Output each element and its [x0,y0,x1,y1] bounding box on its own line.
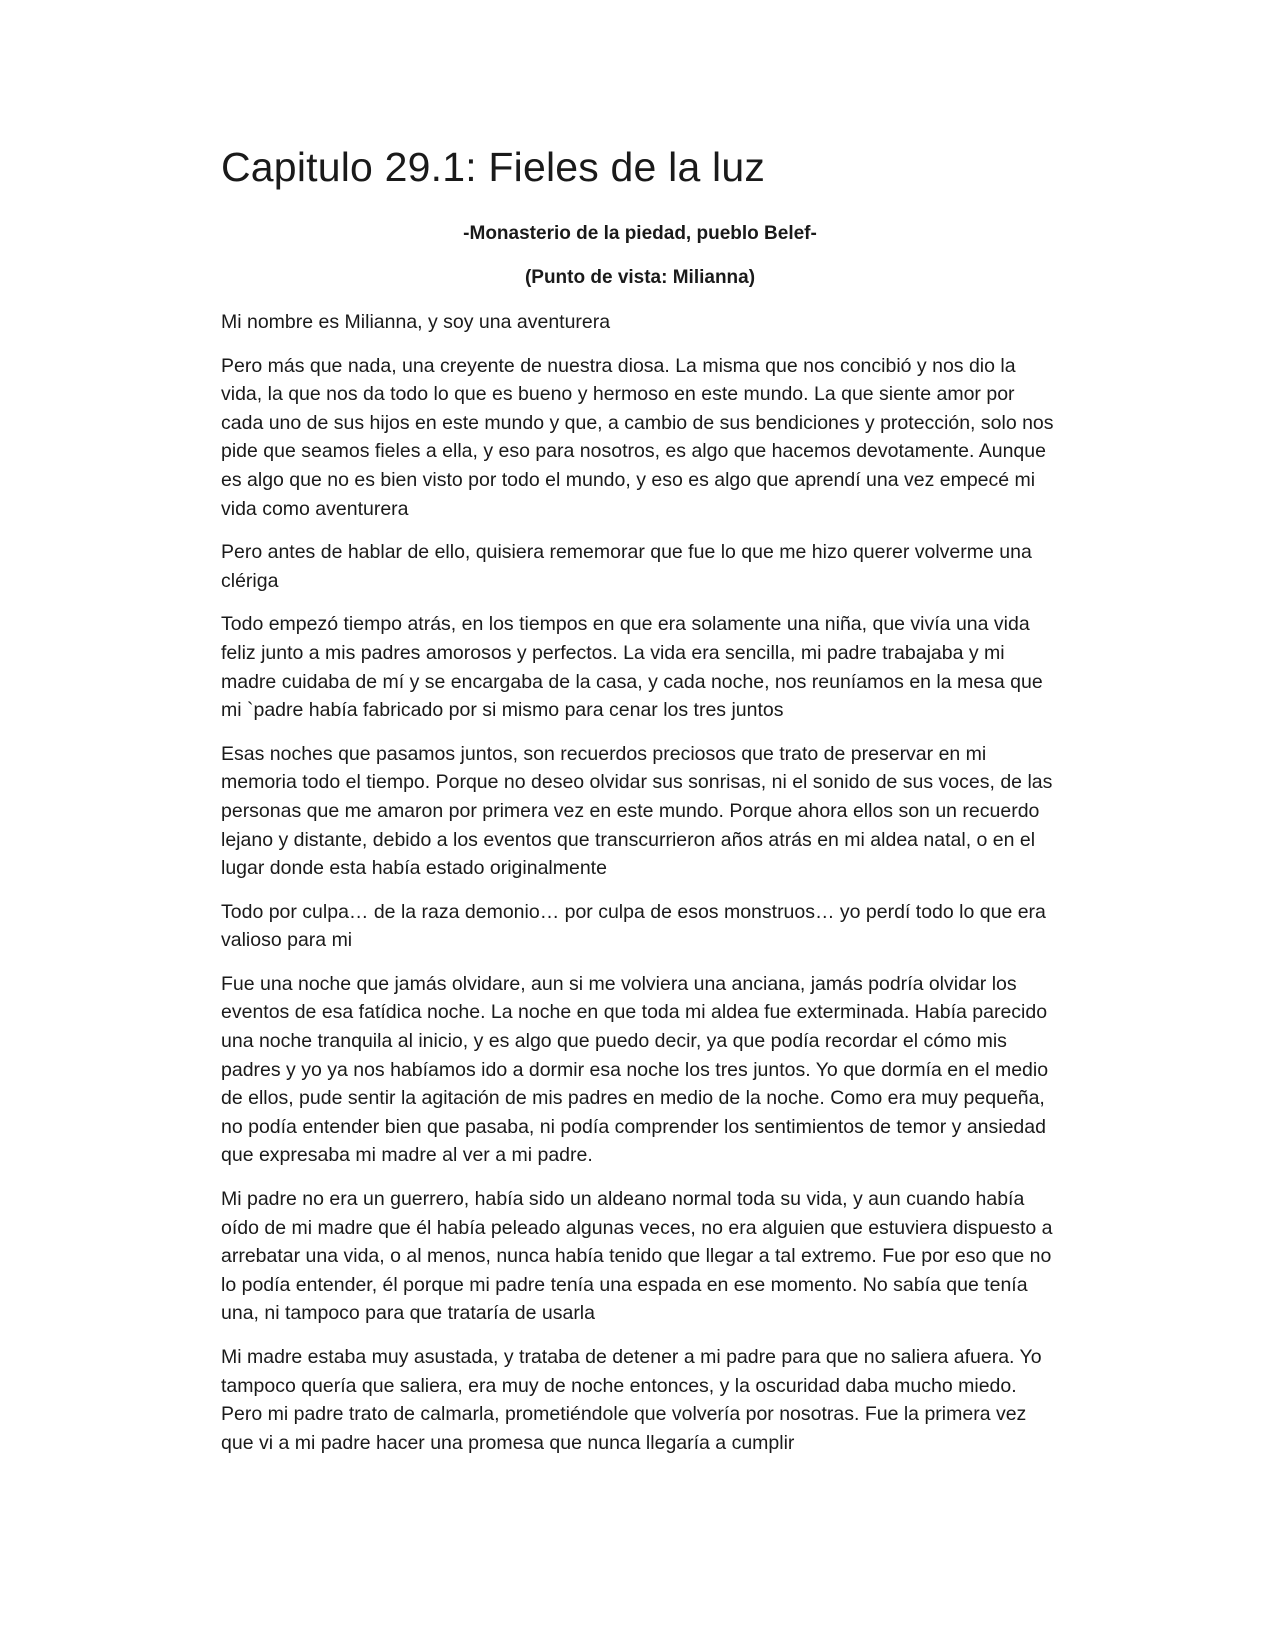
pov-subtitle: (Punto de vista: Milianna) [524,267,756,288]
document-page [221,142,1059,1472]
paragraph: Mi padre no era un guerrero, había sido un aldeano normal toda su vida, y aun cuando había oído de mi madre que él había peleado algunas veces, no era alguien que estuviera dispuesto a arrebatar una vida, o al menos, nunca había tenido que llegar a tal extremo. Fue por eso que no lo podía entender, él porque mi padre tenía una espada en ese momento. No sabía que tenía una, ni tampoco para que trataría de usarla [221,1188,1053,1325]
paragraph: Todo por culpa… de la raza demonio… por culpa de esos monstruos… yo perdí todo lo que era valioso para mi [221,900,1046,952]
paragraph: Fue una noche que jamás olvidare, aun si me volviera una anciana, jamás podría olvidar los eventos de esa fatídica noche. La noche en que toda mi aldea fue exterminada. Había parecido una noche tranquila al inicio, y es algo que puedo decir, ya que podía recordar el cómo mis padres y yo ya nos habíamos ido a dormir esa noche los tres juntos. Yo que dormía en el medio de ellos, pude sentir la agitación de mis padres en medio de la noche. Como era muy pequeña, no podía entender bien que pasaba, ni podía comprender los sentimientos de temor y ansiedad que expresaba mi madre al ver a mi padre. [221,972,1049,1167]
chapter-title: Capitulo 29.1: Fieles de la luz [221,144,766,190]
location-subtitle: -Monasterio de la piedad, pueblo Belef- [463,223,817,244]
paragraph: Todo empezó tiempo atrás, en los tiempos en que era solamente una niña, que vivía una vida feliz junto a mis padres amorosos y perfectos. La vida era sencilla, mi padre trabajaba y mi madre cuidaba de mí y se encargaba de la casa, y cada noche, nos reuníamos en la mesa que mi `padre había fabricado por si mismo para cenar los tres juntos [221,613,1043,722]
paragraph: Esas noches que pasamos juntos, son recuerdos preciosos que trato de preservar en mi memoria todo el tiempo. Porque no deseo olvidar sus sonrisas, ni el sonido de sus voces, de las personas que me amaron por primera vez en este mundo. Porque ahora ellos son un recuerdo lejano y distante, debido a los eventos que transcurrieron años atrás en mi aldea natal, o en el lugar donde esta había estado originalmente [221,742,1053,880]
paragraph: Pero más que nada, una creyente de nuestra diosa. La misma que nos concibió y nos dio la vida, la que nos da todo lo que es bueno y hermoso en este mundo. La que siente amor por cada uno de sus hijos en este mundo y que, a cambio de sus bendiciones y protección, solo nos pide que seamos fieles a ella, y eso para nosotros, es algo que hacemos devotamente. Aunque es algo que no es bien visto por todo el mundo, y eso es algo que aprendí una vez empecé mi vida como aventurera [221,354,1054,520]
paragraph: Mi madre estaba muy asustada, y trataba de detener a mi padre para que no saliera afuera. Yo tampoco quería que saliera, era muy de noche entonces, y la oscuridad daba mucho miedo. Pero mi padre trato de calmarla, prometiéndole que volvería por nosotras. Fue la primera vez que vi a mi padre hacer una promesa que nunca llegaría a cumplir [221,1346,1042,1454]
paragraph: Pero antes de hablar de ello, quisiera rememorar que fue lo que me hizo querer volverme una clériga [221,541,1032,592]
paragraph: Mi nombre es Milianna, y soy una aventurera [221,311,611,333]
